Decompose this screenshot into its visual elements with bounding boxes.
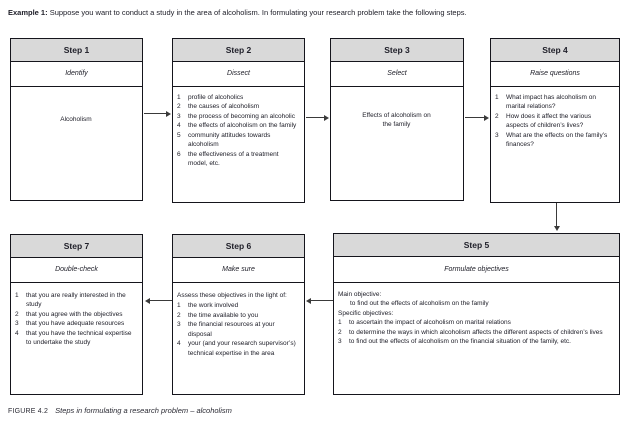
list-item: 1 that you are really interested in the study bbox=[15, 292, 126, 309]
list-item: 4 the effects of alcoholism on the family bbox=[177, 122, 297, 130]
step6-lead: Assess these objectives in the light of: bbox=[177, 292, 287, 299]
step5-main-label: Main objective: bbox=[338, 291, 382, 298]
step5-box bbox=[333, 233, 620, 395]
step6-title: Step 6 bbox=[173, 235, 304, 258]
list-item: 3 What are the effects on the family’s finances? bbox=[495, 131, 608, 149]
step3-title: Step 3 bbox=[331, 39, 463, 62]
list-item: 5 community attitudes towards alcoholism bbox=[177, 131, 271, 149]
list-item: 6 the effectiveness of a treatment model, etc. bbox=[177, 150, 279, 167]
step6-box bbox=[172, 234, 305, 395]
list-item: 2 How does it affect the various aspects of children’s lives? bbox=[495, 112, 592, 130]
step5-subtitle: Formulate objectives bbox=[334, 257, 619, 283]
step2-title: Step 2 bbox=[173, 39, 304, 62]
step4-list bbox=[491, 87, 619, 154]
step7-subtitle: Double-check bbox=[11, 258, 142, 283]
list-item: 2 that you agree with the objectives bbox=[15, 310, 123, 318]
step5-objectives bbox=[334, 283, 619, 351]
list-item: 1 to ascertain the impact of alcoholism on marital relations bbox=[338, 319, 511, 327]
step7-title: Step 7 bbox=[11, 235, 142, 258]
list-item: 2 the time available to you bbox=[177, 311, 259, 319]
step1-box bbox=[10, 38, 143, 201]
step2-list bbox=[173, 87, 304, 172]
example-intro bbox=[8, 8, 624, 18]
list-item: 3 the financial resources at your disposal bbox=[177, 321, 275, 338]
list-item: 2 to determine the ways in which alcoholism affects the different aspects of children’s lives bbox=[338, 328, 603, 336]
step2-subtitle: Dissect bbox=[173, 62, 304, 87]
step5-specific-label: Specific objectives: bbox=[338, 309, 394, 317]
list-item: 3 the process of becoming an alcoholic bbox=[177, 112, 295, 120]
step3-box bbox=[330, 38, 464, 201]
list-item: 4 your (and your research supervisor’s) technical expertise in the area bbox=[177, 340, 296, 357]
list-item: 1 What impact has alcoholism on marital relations? bbox=[495, 94, 596, 111]
step4-subtitle: Raise questions bbox=[491, 62, 619, 87]
list-item: 1 profile of alcoholics bbox=[177, 94, 244, 101]
figure-caption bbox=[8, 406, 232, 415]
example-intro-text: Suppose you want to conduct a study in the area of alcoholism. In formulating your research problem take the following steps. bbox=[47, 8, 467, 17]
step7-list bbox=[11, 283, 142, 352]
step3-subtitle: Select bbox=[331, 62, 463, 87]
step1-subtitle: Identify bbox=[11, 62, 142, 87]
step5-title: Step 5 bbox=[334, 234, 619, 257]
list-item: 2 the causes of alcoholism bbox=[177, 103, 260, 111]
step3-body: Effects of alcoholism on the family bbox=[362, 112, 431, 129]
list-item: 1 the work involved bbox=[177, 302, 239, 310]
list-item: 3 to find out the effects of alcoholism on the financial situation of the family, etc. bbox=[338, 338, 571, 346]
figure-caption-title: Steps in formulating a research problem – alcoholism bbox=[55, 406, 232, 415]
step7-box bbox=[10, 234, 143, 395]
figure-caption-label: FIGURE 4.2 bbox=[8, 408, 49, 415]
step6-list bbox=[173, 283, 304, 362]
step4-title: Step 4 bbox=[491, 39, 619, 62]
step5-main-text: to find out the effects of alcoholism on the family bbox=[350, 300, 489, 308]
step6-subtitle: Make sure bbox=[173, 258, 304, 283]
step2-box bbox=[172, 38, 305, 203]
list-item: 4 that you have the technical expertise to undertake the study bbox=[15, 329, 132, 347]
step4-box bbox=[490, 38, 620, 203]
example-intro-label: Example 1: bbox=[8, 8, 48, 17]
list-item: 3 that you have adequate resources bbox=[15, 320, 125, 328]
step1-body: Alcoholism bbox=[60, 116, 92, 123]
step1-title: Step 1 bbox=[11, 39, 142, 62]
